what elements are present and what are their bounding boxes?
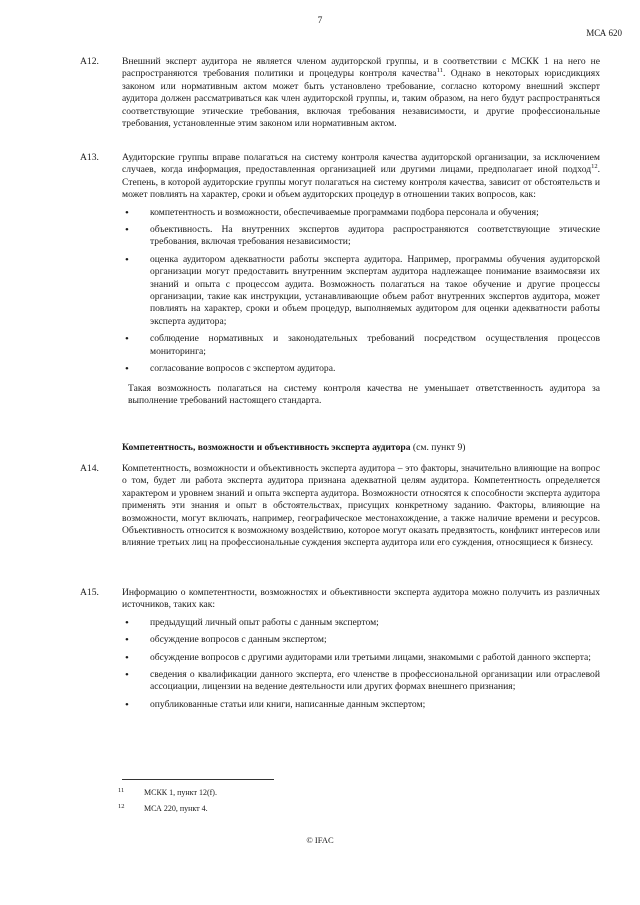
- footnotes: [118, 787, 598, 819]
- footnote-ref: 12: [591, 163, 598, 171]
- paragraph-number: A14.: [80, 463, 99, 474]
- list-item: • обсуждение вопросов с данным экспертом;: [125, 634, 327, 647]
- bullet-icon: •: [125, 634, 129, 647]
- bullet-icon: •: [125, 651, 129, 664]
- closing-note: Такая возможность полагаться на систему контроля качества не уменьшает ответственность аудитора за выполнение требований настоящего стандарта.: [128, 382, 600, 406]
- paragraph-a14: [80, 463, 600, 550]
- standard-code: МСА 620: [586, 28, 622, 38]
- page-number: 7: [317, 16, 323, 26]
- bullet-icon: •: [125, 363, 129, 376]
- footnote-ref: 11: [436, 67, 443, 75]
- paragraph-text: Компетентность, возможности и объективность эксперта аудитора – это факторы, значительно влияющие на вопрос о том, будет ли работа эксперта аудитора признана адекватной целям аудитора. Компетентность определяется характером и уровнем знаний и опыта эксперта аудитора. Возможности относятся к способности эксперта аудитора применять эти знания и опыт в обстоятельствах, присущих конкретному заданию. Факторы, влияющие на возможности, могут включать, например, географическое местонахождение, а также наличие времени и ресурсов. Объективность относится к возможному воздействию, которое могут оказать предвзятость, конфликт интересов или влияние третьих лиц на профессиональные суждения эксперта аудитора или его суждения, относящиеся к бизнесу.: [122, 463, 600, 549]
- list-item: • соблюдение нормативных и законодательных требований посредством осуществления процессов мониторинга;: [125, 333, 600, 357]
- paragraph-a12: [80, 56, 600, 130]
- paragraph-a13: [80, 152, 600, 407]
- bullet-icon: •: [125, 333, 129, 346]
- list-item: • сведения о квалификации данного эксперта, его членстве в профессиональной организации или отраслевой ассоциации, лицензии на ведение деятельности или других формах внешнего признания;: [125, 669, 600, 693]
- bullet-list: [122, 617, 600, 711]
- copyright-footer: © IFAC: [306, 835, 334, 845]
- bullet-list: [122, 207, 600, 376]
- footnote: 11 МСКК 1, пункт 12(f).: [118, 787, 217, 797]
- paragraph-text: Внешний эксперт аудитора не является членом аудиторской группы, и в соответствии с МСКК 1 на него не распространяются требования политики и процедуры контроля качества$^{11}$. Однако в некоторых юрисдикциях законом или нормативным актом может быть установлено требование, согласно которому внешний эксперт аудитора должен рассматриваться как член аудиторской группы, и, таким образом, на него будут распространяться соответствующие этические требования, включая требования независимости, и другие профессиональные требования, установленные этим законом или нормативным актом.: [122, 56, 600, 130]
- footnote: 12 МСА 220, пункт 4.: [118, 803, 208, 813]
- list-item: • согласование вопросов с экспертом аудитора.: [125, 363, 336, 376]
- bullet-icon: •: [125, 253, 129, 266]
- list-item: • оценка аудитором адекватности работы эксперта аудитора. Например, программы обучения аудиторской организации могут предоставить внутренним экспертам аудитора надлежащее понимание взаимосвязи их знаний и опыта с процессом аудита. Возможность полагаться на такое обучение и другие процессы организации, такие как инструкции, устанавливающие объем работ внутренних экспертов аудитора, может повлиять на характер, сроки и объем процедур, выполняемых аудитором для оценки адекватности работы эксперта аудитора;: [125, 253, 600, 327]
- paragraph-a15: [80, 587, 600, 711]
- paragraph-number: A12.: [80, 56, 99, 67]
- paragraph-text: Информацию о компетентности, возможностях и объективности эксперта аудитора можно получить из различных источников, таких как:: [122, 587, 600, 611]
- list-item: • объективность. На внутренних экспертов аудитора распространяются соответствующие этические требования, включая требования независимости;: [125, 224, 600, 248]
- footnote-number: 12: [118, 803, 125, 810]
- paragraph-number: A15.: [80, 587, 99, 598]
- paragraph-text: Аудиторские группы вправе полагаться на систему контроля качества аудиторской организации, за исключением случаев, когда информация, предоставленная организацией или другими лицами, предполагает иной подход$^{12}$. Степень, в которой аудиторские группы могут полагаться на систему контроля качества, зависит от обстоятельств и может повлиять на характер, сроки и объем аудиторских процедур в отношении таких вопросов, как:: [122, 152, 600, 201]
- bullet-icon: •: [125, 698, 129, 711]
- list-item: • опубликованные статьи или книги, написанные данным экспертом;: [125, 698, 426, 711]
- list-item: • обсуждение вопросов с другими аудиторами или третьими лицами, знакомыми с работой данного эксперта;: [125, 651, 591, 664]
- bullet-icon: •: [125, 206, 129, 219]
- footnote-divider: [122, 779, 274, 780]
- bullet-icon: •: [125, 616, 129, 629]
- footnote-number: 11: [118, 787, 125, 794]
- list-item: • предыдущий личный опыт работы с данным экспертом;: [125, 616, 379, 629]
- bullet-icon: •: [125, 224, 129, 237]
- section-heading: Компетентность, возможности и объективность эксперта аудитора (см. пункт 9): [122, 442, 466, 453]
- section-reference: (см. пункт 9): [410, 442, 466, 453]
- bullet-icon: •: [125, 669, 129, 682]
- list-item: • компетентность и возможности, обеспечиваемые программами подбора персонала и обучения;: [125, 206, 539, 219]
- paragraph-number: A13.: [80, 152, 99, 163]
